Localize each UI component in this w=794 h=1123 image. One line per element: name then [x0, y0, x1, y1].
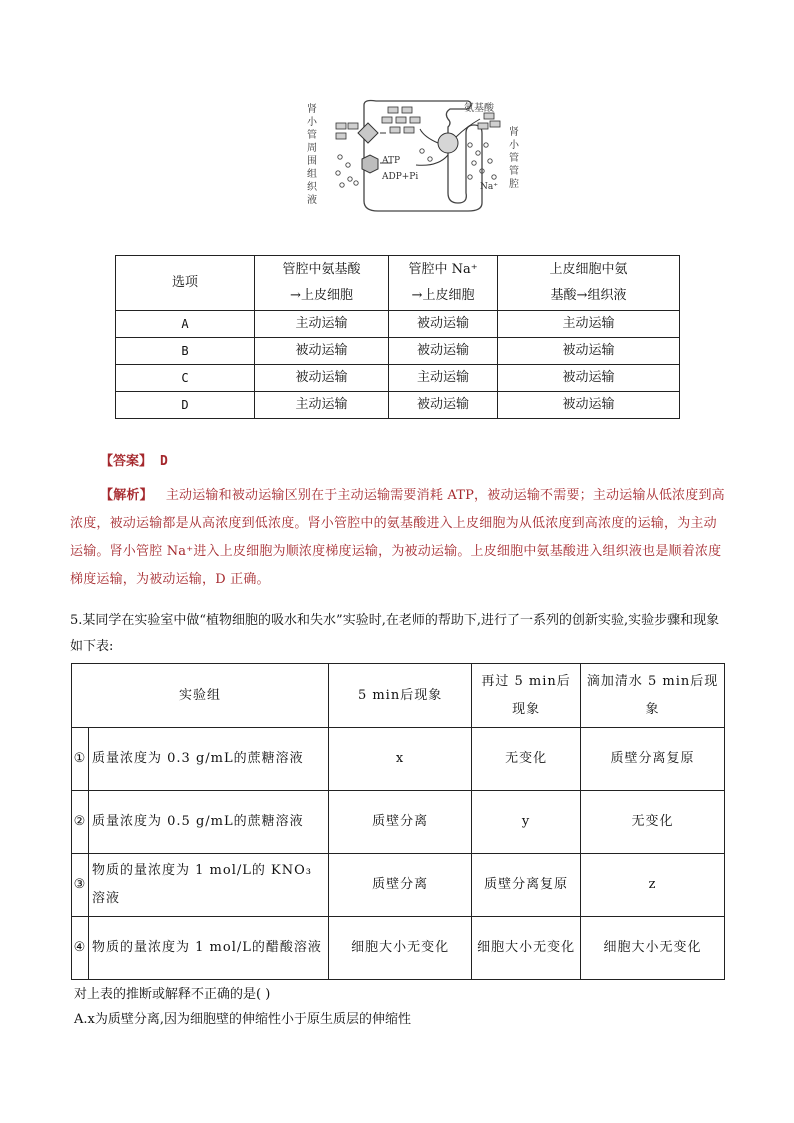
- svg-text:织: 织: [307, 182, 317, 193]
- header-line: →上皮细胞: [290, 288, 353, 303]
- cell: 被动运输: [498, 365, 680, 392]
- header-5min: 5 min后现象: [329, 664, 472, 728]
- answer-line: [100, 450, 168, 469]
- answer-label: 【答案】: [100, 454, 153, 469]
- cell: 主动运输: [498, 311, 680, 338]
- right-vertical-label: [509, 125, 520, 190]
- header-water-5min: 滴加清水 5 min后现象: [581, 664, 725, 728]
- header-lumen-sodium: [389, 256, 498, 311]
- header-cell-to-fluid: [498, 256, 680, 311]
- cell: 主动运输: [255, 311, 389, 338]
- cell: y: [472, 791, 581, 854]
- svg-text:管: 管: [509, 166, 519, 177]
- cell: 质壁分离复原: [472, 854, 581, 917]
- option-cell: C: [116, 365, 255, 392]
- header-lumen-amino-acid: [255, 256, 389, 311]
- answer-value: D: [160, 454, 168, 469]
- analysis-paragraph: [70, 482, 726, 594]
- cell: 质壁分离复原: [581, 728, 725, 791]
- cell: 被动运输: [498, 338, 680, 365]
- question-5-text: 5.某同学在实验室中做“植物细胞的吸水和失水”实验时,在老师的帮助下,进行了一系列的创新实验,实验步骤和现象如下表:: [70, 613, 720, 654]
- cell: x: [329, 728, 472, 791]
- group-cell: 质量浓度为 0.3 g/mL的蔗糖溶液: [89, 728, 329, 791]
- question-prompt: 对上表的推断或解释不正确的是( ): [74, 987, 271, 1002]
- header-line: 基酸→组织液: [550, 288, 627, 303]
- table-row: [116, 392, 680, 419]
- svg-text:液: 液: [307, 195, 317, 206]
- table-row: [72, 917, 725, 980]
- row-number: ③: [72, 854, 89, 917]
- cell: 被动运输: [389, 392, 498, 419]
- option-cell: B: [116, 338, 255, 365]
- analysis-text: 主动运输和被动运输区别在于主动运输需要消耗 ATP，被动运输不需要；主动运输从低浓度到高浓度，被动运输都是从高浓度到低浓度。肾小管腔中的氨基酸进入上皮细胞为从低浓度到高浓度的运输，为主动运输。肾小管腔 Na⁺进入上皮细胞为顺浓度梯度运输，为被动运输。上皮细胞中氨基酸进入组织液也是顺着浓度梯度运输，为被动运输，D 正确。: [70, 488, 725, 587]
- atp-pump-hexagon: [362, 155, 378, 173]
- row-number: ④: [72, 917, 89, 980]
- svg-text:组: 组: [307, 169, 317, 180]
- header-option: 选项: [116, 256, 255, 311]
- table-row: [72, 791, 725, 854]
- cell: 被动运输: [255, 365, 389, 392]
- header-line: 管腔中氨基酸: [282, 262, 361, 277]
- cell: z: [581, 854, 725, 917]
- option-a: A.x为质壁分离,因为细胞壁的伸缩性小于原生质层的伸缩性: [74, 1012, 411, 1027]
- transport-options-table: [115, 255, 680, 419]
- cell: 被动运输: [498, 392, 680, 419]
- cell: 无变化: [472, 728, 581, 791]
- svg-text:管: 管: [307, 130, 317, 141]
- header-group: 实验组: [72, 664, 329, 728]
- table-row: [72, 728, 725, 791]
- adp-label: ADP+Pi: [382, 172, 419, 182]
- svg-text:周: 周: [307, 143, 317, 154]
- row-number: ①: [72, 728, 89, 791]
- table-row: [116, 338, 680, 365]
- atp-label: ATP: [382, 156, 401, 166]
- cell: 被动运输: [389, 311, 498, 338]
- svg-text:小: 小: [509, 140, 519, 151]
- header-line: →上皮细胞: [411, 288, 475, 303]
- table-header-row: [116, 256, 680, 311]
- svg-text:小: 小: [307, 117, 317, 128]
- cell: 主动运输: [255, 392, 389, 419]
- option-cell: A: [116, 311, 255, 338]
- svg-text:腔: 腔: [509, 179, 519, 190]
- group-cell: 质量浓度为 0.5 g/mL的蔗糖溶液: [89, 791, 329, 854]
- option-cell: D: [116, 392, 255, 419]
- cell: 细胞大小无变化: [472, 917, 581, 980]
- group-cell: 物质的量浓度为 1 mol/L的醋酸溶液: [89, 917, 329, 980]
- svg-text:围: 围: [307, 156, 317, 167]
- table-row: [116, 311, 680, 338]
- amino-acid-label: 氨基酸: [464, 103, 494, 114]
- experiment-table: [71, 663, 725, 980]
- cotransporter-circle: [438, 133, 458, 153]
- header-line: 上皮细胞中氨: [549, 262, 628, 277]
- cell: 质壁分离: [329, 854, 472, 917]
- analysis-label: 【解析】: [100, 488, 153, 503]
- cell: 被动运输: [255, 338, 389, 365]
- header-another-5min: 再过 5 min后现象: [472, 664, 581, 728]
- header-line: 管腔中 Na⁺: [408, 262, 478, 277]
- cell: 主动运输: [389, 365, 498, 392]
- svg-text:肾: 肾: [509, 127, 519, 138]
- table-header-row: [72, 664, 725, 728]
- cell-transport-diagram: [298, 93, 526, 218]
- cell: 质壁分离: [329, 791, 472, 854]
- cell: 细胞大小无变化: [581, 917, 725, 980]
- table-row: [72, 854, 725, 917]
- cell: 细胞大小无变化: [329, 917, 472, 980]
- svg-text:肾: 肾: [307, 104, 317, 115]
- cell: 无变化: [581, 791, 725, 854]
- cell: 被动运输: [389, 338, 498, 365]
- row-number: ②: [72, 791, 89, 854]
- group-cell: 物质的量浓度为 1 mol/L的 KNO₃溶液: [89, 854, 329, 917]
- svg-text:管: 管: [509, 153, 519, 164]
- na-label: Na⁺: [480, 182, 498, 192]
- table-row: [116, 365, 680, 392]
